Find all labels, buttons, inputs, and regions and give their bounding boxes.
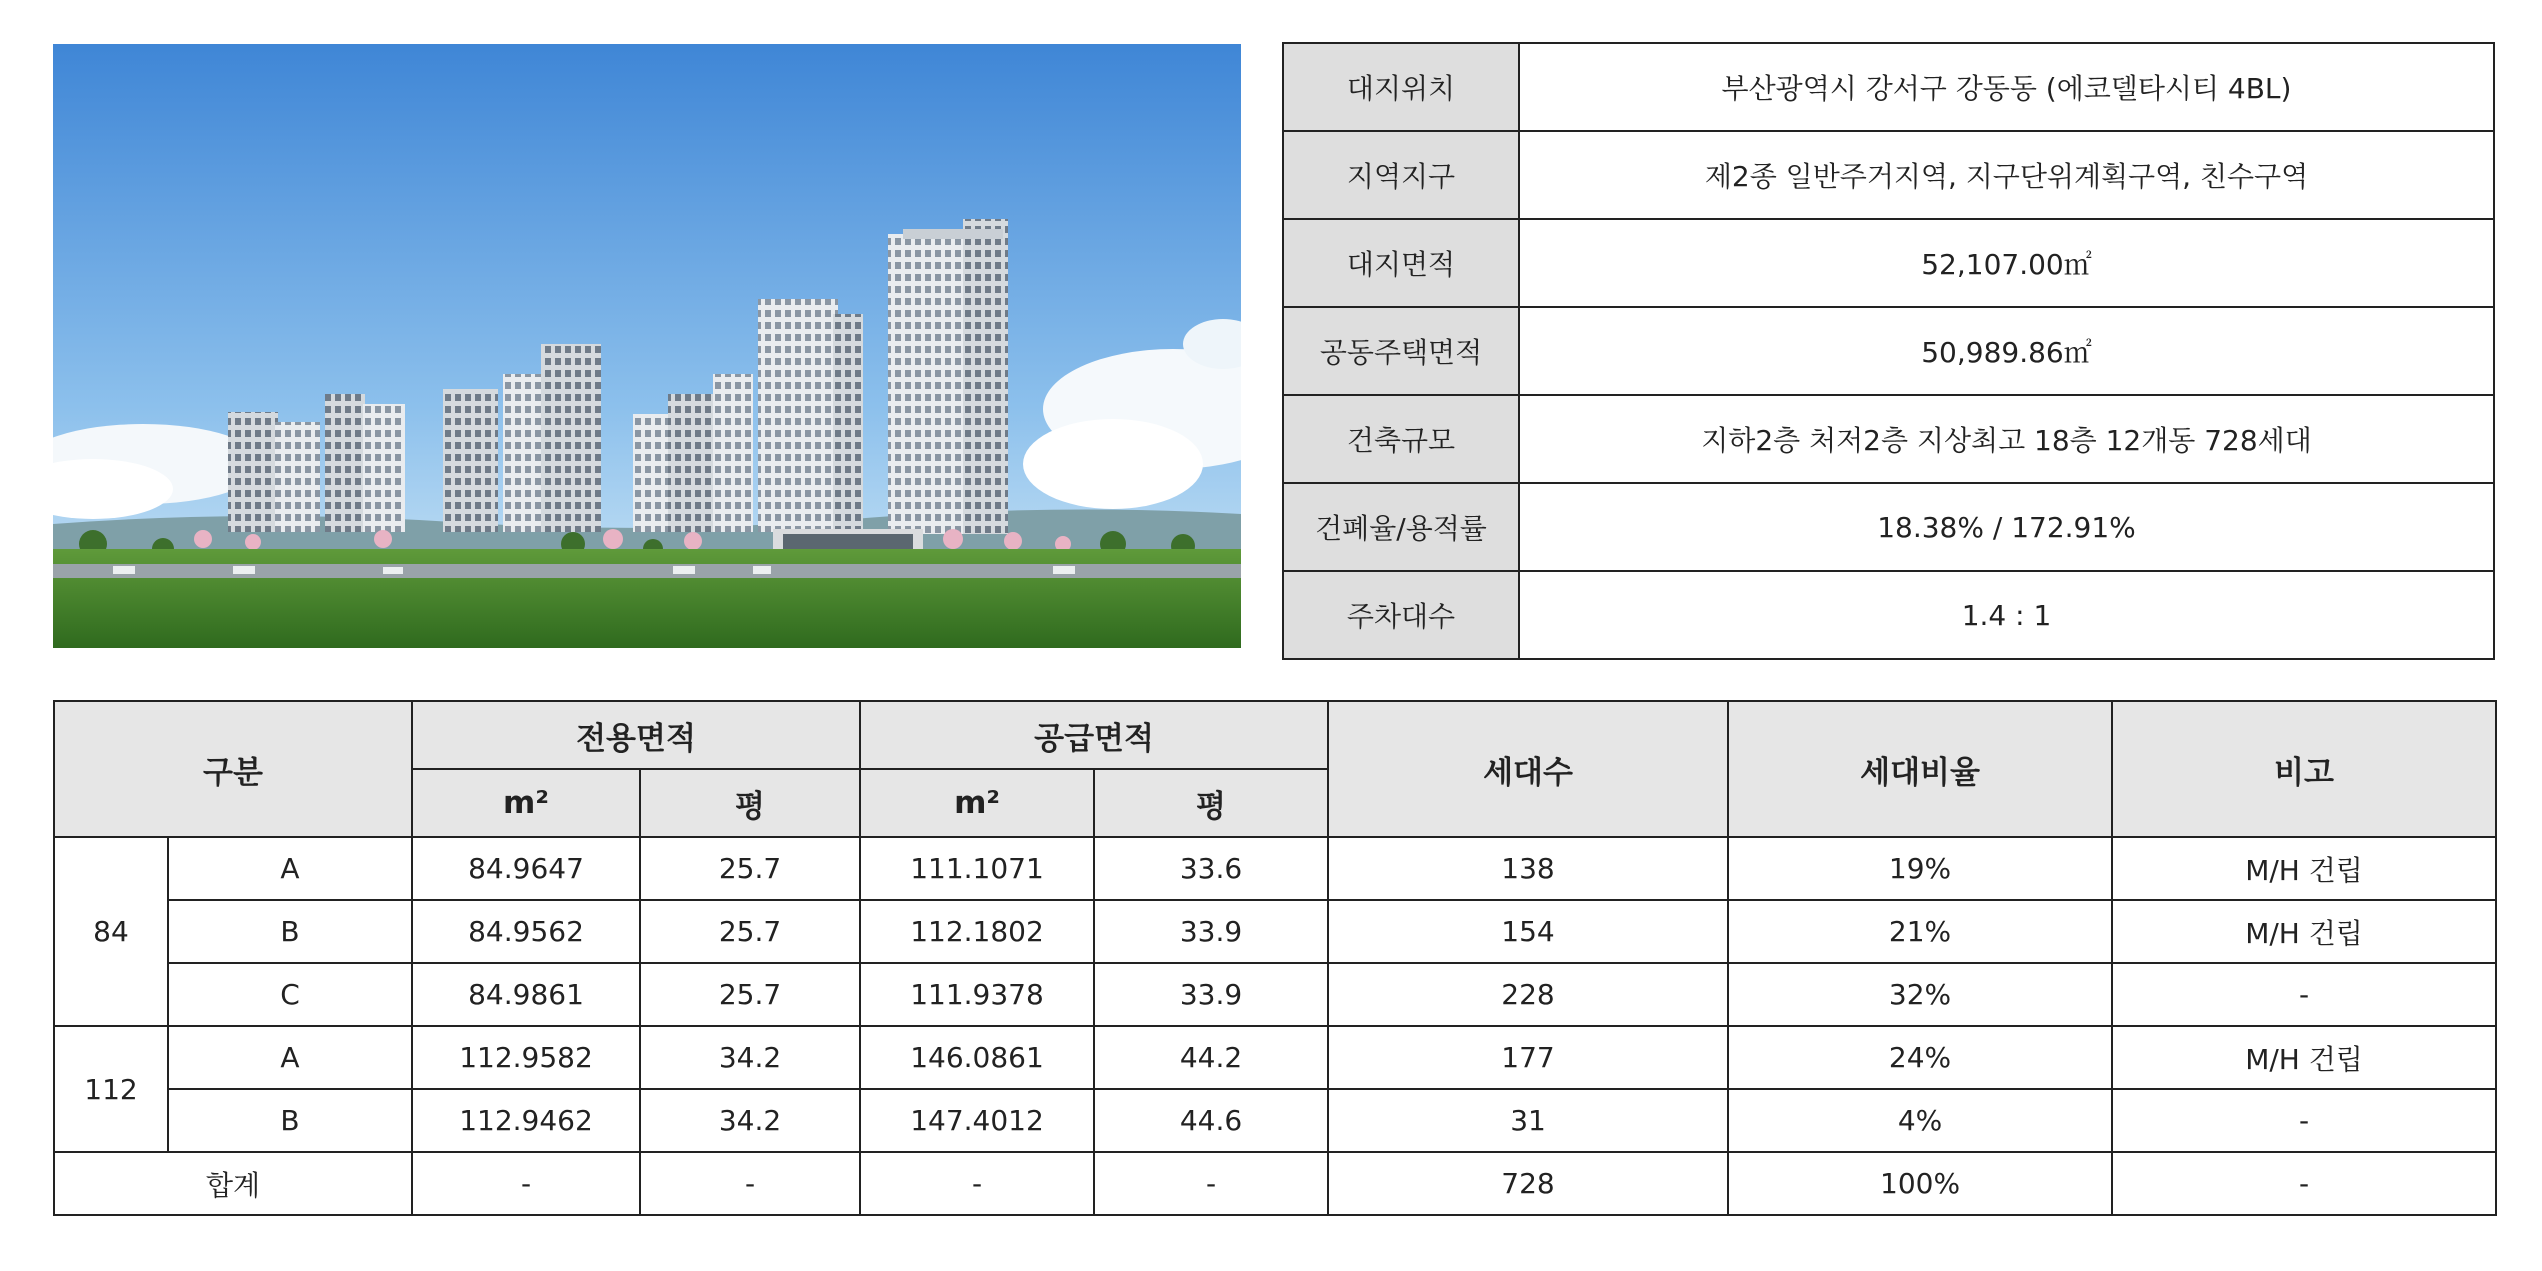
info-label: 지역지구: [1283, 131, 1519, 219]
exclusive-pyeong-header: 평: [640, 769, 860, 837]
size-group-cell: 112: [54, 1026, 168, 1152]
info-label: 대지면적: [1283, 219, 1519, 307]
info-row: [1283, 571, 2494, 659]
info-row: [1283, 219, 2494, 307]
supply-area-header: 공급면적: [860, 701, 1328, 769]
ratio-cell: 4%: [1728, 1089, 2112, 1152]
households-cell: 177: [1328, 1026, 1728, 1089]
size-group-cell: 84: [54, 837, 168, 1026]
info-value: 지하2층 처저2층 지상최고 18층 12개동 728세대: [1519, 395, 2494, 483]
ex-py-cell: -: [640, 1152, 860, 1215]
sup-py-cell: 44.2: [1094, 1026, 1328, 1089]
table-row: [54, 837, 2496, 900]
type-cell: C: [168, 963, 412, 1026]
ex-m2-cell: 84.9861: [412, 963, 640, 1026]
info-row: [1283, 307, 2494, 395]
note-header: 비고: [2112, 701, 2496, 837]
households-cell: 31: [1328, 1089, 1728, 1152]
unit-type-table: [53, 700, 2497, 1216]
exclusive-sqm-header: m²: [412, 769, 640, 837]
ex-py-cell: 34.2: [640, 1089, 860, 1152]
households-cell: 154: [1328, 900, 1728, 963]
table-row: [54, 963, 2496, 1026]
supply-pyeong-header: 평: [1094, 769, 1328, 837]
info-value: 50,989.86㎡: [1519, 307, 2494, 395]
info-value: 부산광역시 강서구 강동동 (에코델타시티 4BL): [1519, 43, 2494, 131]
sup-m2-cell: 111.1071: [860, 837, 1094, 900]
sup-py-cell: 33.9: [1094, 963, 1328, 1026]
ratio-cell: 100%: [1728, 1152, 2112, 1215]
header-row: [54, 701, 2496, 769]
note-cell: -: [2112, 1152, 2496, 1215]
info-row: [1283, 131, 2494, 219]
sup-m2-cell: 146.0861: [860, 1026, 1094, 1089]
ratio-cell: 19%: [1728, 837, 2112, 900]
sup-m2-cell: 112.1802: [860, 900, 1094, 963]
supply-sqm-header: m²: [860, 769, 1094, 837]
total-label: 합계: [54, 1152, 412, 1215]
site-info-table: [1282, 42, 2495, 660]
info-label: 건폐율/용적률: [1283, 483, 1519, 571]
info-value: 1.4 : 1: [1519, 571, 2494, 659]
note-cell: M/H 건립: [2112, 837, 2496, 900]
households-cell: 728: [1328, 1152, 1728, 1215]
apartment-rendering-icon: [53, 44, 1241, 648]
type-cell: A: [168, 837, 412, 900]
sup-py-cell: 33.6: [1094, 837, 1328, 900]
sup-py-cell: 44.6: [1094, 1089, 1328, 1152]
ex-py-cell: 34.2: [640, 1026, 860, 1089]
sup-m2-cell: 147.4012: [860, 1089, 1094, 1152]
sup-m2-cell: 111.9378: [860, 963, 1094, 1026]
info-value: 52,107.00㎡: [1519, 219, 2494, 307]
ratio-cell: 21%: [1728, 900, 2112, 963]
category-header: 구분: [54, 701, 412, 837]
apartment-rendering-image: [53, 44, 1241, 648]
info-row: [1283, 395, 2494, 483]
ratio-cell: 32%: [1728, 963, 2112, 1026]
note-cell: M/H 건립: [2112, 1026, 2496, 1089]
ex-m2-cell: -: [412, 1152, 640, 1215]
note-cell: -: [2112, 963, 2496, 1026]
households-header: 세대수: [1328, 701, 1728, 837]
info-label: 대지위치: [1283, 43, 1519, 131]
info-label: 공동주택면적: [1283, 307, 1519, 395]
type-cell: B: [168, 900, 412, 963]
info-row: [1283, 43, 2494, 131]
type-cell: B: [168, 1089, 412, 1152]
info-value: 18.38% / 172.91%: [1519, 483, 2494, 571]
info-label: 건축규모: [1283, 395, 1519, 483]
sup-m2-cell: -: [860, 1152, 1094, 1215]
ex-py-cell: 25.7: [640, 963, 860, 1026]
note-cell: M/H 건립: [2112, 900, 2496, 963]
ex-m2-cell: 112.9462: [412, 1089, 640, 1152]
sup-py-cell: -: [1094, 1152, 1328, 1215]
ex-m2-cell: 84.9562: [412, 900, 640, 963]
note-cell: -: [2112, 1089, 2496, 1152]
table-row: [54, 1089, 2496, 1152]
sup-py-cell: 33.9: [1094, 900, 1328, 963]
ex-py-cell: 25.7: [640, 900, 860, 963]
households-cell: 138: [1328, 837, 1728, 900]
info-value: 제2종 일반주거지역, 지구단위계획구역, 친수구역: [1519, 131, 2494, 219]
exclusive-area-header: 전용면적: [412, 701, 860, 769]
table-row: [54, 1026, 2496, 1089]
info-row: [1283, 483, 2494, 571]
ratio-cell: 24%: [1728, 1026, 2112, 1089]
info-label: 주차대수: [1283, 571, 1519, 659]
households-cell: 228: [1328, 963, 1728, 1026]
ex-py-cell: 25.7: [640, 837, 860, 900]
ratio-header: 세대비율: [1728, 701, 2112, 837]
ex-m2-cell: 84.9647: [412, 837, 640, 900]
ex-m2-cell: 112.9582: [412, 1026, 640, 1089]
table-row: [54, 900, 2496, 963]
total-row: [54, 1152, 2496, 1215]
type-cell: A: [168, 1026, 412, 1089]
